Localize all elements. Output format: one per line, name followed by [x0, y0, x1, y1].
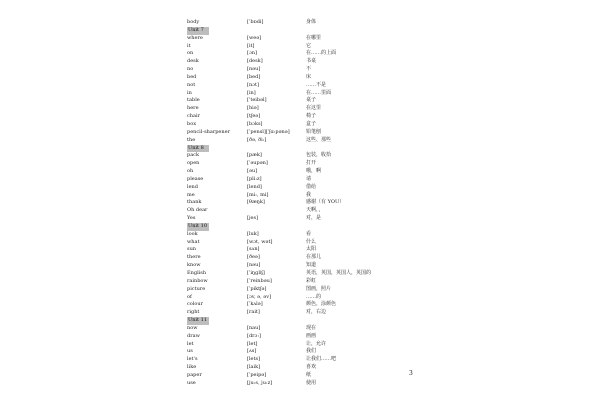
vocab-phonetic: [luk] [247, 230, 259, 237]
vocab-word: here [187, 105, 199, 112]
vocab-word: Yes [187, 215, 196, 222]
page-number: 3 [409, 370, 413, 377]
vocab-meaning: 不 [306, 66, 312, 73]
vocab-word: box [187, 120, 197, 127]
vocab-row [187, 184, 417, 192]
vocab-row [187, 294, 417, 302]
vocab-phonetic: [ɔn] [247, 50, 257, 57]
vocab-row [187, 176, 417, 184]
vocab-row [187, 74, 417, 82]
vocab-word: chair [187, 113, 200, 120]
vocab-phonetic: [ˈpiktʃə] [247, 285, 267, 292]
vocab-row [187, 199, 417, 207]
vocab-row [187, 66, 417, 74]
vocab-phonetic: [wɔt, wət] [247, 238, 273, 245]
vocab-row [187, 192, 417, 200]
vocab-word: right [187, 309, 200, 316]
vocab-phonetic [247, 27, 306, 35]
vocab-phonetic: [ˈiŋgliʃ] [247, 270, 265, 276]
vocab-row [187, 239, 417, 247]
vocab-phonetic [247, 207, 306, 215]
vocab-phonetic: [weə] [247, 34, 262, 41]
vocab-meaning: 看 [306, 230, 312, 237]
vocab-phonetic: [θæŋk] [247, 199, 265, 206]
vocab-row [187, 309, 417, 317]
vocab-row [187, 152, 417, 160]
vocab-meaning: 哦，啊 [306, 168, 322, 175]
vocab-phonetic: [ˈpeipə] [247, 371, 267, 378]
vocab-meaning: 感谢（有 YOU） [306, 199, 345, 206]
vocab-row [187, 129, 417, 137]
vocab-phonetic: [ðeə] [247, 254, 260, 261]
vocab-word: what [187, 238, 200, 245]
vocab-word: of [187, 293, 192, 300]
vocab-meaning: 对，是 [306, 215, 322, 222]
vocab-meaning [306, 27, 416, 35]
vocab-meaning: 图画，照片 [306, 285, 332, 292]
vocab-meaning: 我 [306, 191, 312, 198]
vocab-row [187, 333, 417, 341]
vocab-word: the [187, 136, 196, 143]
vocab-meaning: 对，右边 [306, 309, 327, 316]
vocab-meaning: 颜色，涂颜色 [306, 301, 337, 308]
vocab-meaning: 包装，收拾 [306, 152, 332, 159]
vocab-phonetic: [sʌn] [247, 246, 260, 253]
vocab-word: bed [187, 73, 197, 80]
vocab-phonetic: [ɔv, ə, əv] [247, 293, 272, 300]
vocab-phonetic: [hiə] [247, 105, 259, 112]
vocab-row [187, 325, 417, 333]
vocab-phonetic: [nəu] [247, 66, 261, 73]
vocab-word: please [187, 175, 204, 182]
vocab-phonetic: [ðə, ði:] [247, 136, 267, 143]
vocab-phonetic [247, 223, 306, 231]
vocab-word: Oh dear [187, 207, 208, 214]
vocab-phonetic: [ˈteibəl] [247, 97, 267, 104]
vocab-word: know [187, 262, 201, 269]
vocab-phonetic: [nəu] [247, 262, 261, 269]
vocab-meaning: 铅笔刨 [306, 128, 322, 135]
vocab-word: pencil-sharpener [187, 128, 230, 135]
vocab-row [187, 121, 417, 129]
unit-label: Unit 8 [187, 145, 209, 153]
vocab-word: sun [187, 246, 197, 253]
vocab-phonetic: [ju:s, ju:z] [247, 379, 273, 386]
vocab-meaning: 在……的上面 [306, 50, 337, 57]
vocab-meaning: 在那儿 [306, 254, 322, 261]
vocab-phonetic: [bed] [247, 73, 261, 80]
vocab-meaning: 它 [306, 42, 312, 49]
vocab-row [187, 113, 417, 121]
vocab-row [187, 43, 417, 51]
vocab-word: draw [187, 332, 200, 339]
vocab-phonetic [247, 145, 306, 153]
vocab-word: us [187, 348, 193, 355]
vocab-phonetic: [tʃeə] [247, 113, 261, 120]
vocab-word: lend [187, 183, 198, 190]
vocab-phonetic: [pæk] [247, 152, 262, 159]
vocab-row [187, 58, 417, 66]
vocab-row [187, 348, 417, 356]
vocab-phonetic: [ˈəupən] [247, 160, 268, 167]
vocabulary-list [187, 19, 417, 388]
vocab-row [187, 341, 417, 349]
vocab-word: paper [187, 371, 202, 378]
vocab-word: on [187, 50, 194, 57]
vocab-meaning: 身体 [306, 19, 317, 25]
vocab-row [187, 270, 417, 278]
vocab-meaning [306, 223, 416, 231]
unit-heading [187, 317, 417, 325]
vocab-word: let's [187, 356, 198, 363]
vocab-row [187, 278, 417, 286]
vocab-word: now [187, 324, 198, 331]
vocab-meaning: 在哪里 [306, 34, 322, 41]
vocab-meaning: 盒子 [306, 120, 317, 127]
vocab-word: me [187, 191, 195, 198]
unit-label: Unit 11 [188, 317, 207, 324]
vocab-phonetic: [ʌs] [247, 348, 257, 355]
vocab-phonetic: [lend] [247, 183, 262, 190]
vocab-word: in [187, 89, 192, 96]
vocab-meaning: 太阳 [306, 246, 317, 253]
vocab-meaning: ……不是 [306, 81, 327, 88]
vocab-phonetic [247, 317, 306, 325]
vocab-meaning: 让我们……吧 [306, 356, 337, 363]
vocab-row [187, 372, 417, 380]
vocab-row [187, 137, 417, 145]
vocab-meaning: 彩虹 [306, 277, 317, 284]
vocab-meaning: 在……里面 [306, 89, 332, 96]
vocab-meaning: 什么 [306, 238, 317, 245]
vocab-meaning: 书桌 [306, 58, 317, 65]
vocab-meaning: 让，允许 [306, 340, 327, 347]
vocab-row [187, 254, 417, 262]
vocab-row [187, 286, 417, 294]
vocab-meaning: 在这里 [306, 105, 322, 112]
vocab-word: rainbow [187, 277, 208, 284]
vocab-word: picture [187, 285, 206, 292]
vocab-meaning: 知道 [306, 262, 317, 269]
vocab-row [187, 246, 417, 254]
vocab-phonetic: [in] [247, 89, 256, 96]
unit-heading [187, 27, 417, 35]
vocab-word: let [187, 340, 194, 347]
vocab-word: like [187, 364, 197, 371]
vocab-row [187, 35, 417, 43]
vocab-phonetic: [ˈpensl][ˈʃɑ:pənə] [247, 128, 290, 135]
vocab-phonetic: [pli:z] [247, 175, 262, 182]
vocab-phonetic: [ˈreinbəu] [247, 277, 272, 284]
vocab-phonetic: [ˈkʌlə] [247, 301, 263, 308]
vocab-row [187, 82, 417, 90]
vocab-word: not [187, 81, 196, 88]
vocab-meaning [306, 317, 416, 325]
vocab-row [187, 207, 417, 215]
vocab-word: pack [187, 152, 200, 159]
vocab-phonetic: [laik] [247, 364, 261, 371]
vocab-row [187, 19, 417, 27]
vocab-meaning: 画画 [306, 332, 317, 339]
unit-heading [187, 223, 417, 231]
vocab-word: there [187, 254, 201, 261]
vocab-meaning: ……的 [306, 293, 322, 300]
vocab-word: oh [187, 168, 194, 175]
vocab-word: table [187, 97, 200, 104]
vocab-phonetic: [mi:, mi] [247, 191, 269, 198]
vocab-meaning: 喜欢 [306, 364, 317, 371]
vocab-word: look [187, 230, 198, 237]
unit-heading [187, 145, 417, 153]
vocab-meaning: 椅子 [306, 113, 317, 120]
vocab-meaning: 英语，英国，英国人，英国的 [306, 270, 372, 276]
vocab-phonetic: [let] [247, 340, 258, 347]
vocab-word: body [187, 19, 200, 25]
vocab-row [187, 364, 417, 372]
vocab-row [187, 231, 417, 239]
vocab-meaning: 床 [306, 73, 312, 80]
vocab-phonetic: [desk] [247, 58, 263, 65]
vocab-meaning: 纸 [306, 371, 312, 378]
vocab-row [187, 160, 417, 168]
vocab-row [187, 90, 417, 98]
vocab-row [187, 50, 417, 58]
vocab-phonetic: [rait] [247, 309, 260, 316]
vocab-meaning: 借给 [306, 183, 317, 190]
vocab-row [187, 168, 417, 176]
vocab-row [187, 97, 417, 105]
vocab-meaning: 请 [306, 175, 312, 182]
vocab-word: English [187, 270, 207, 276]
vocab-phonetic: [ˈbɒdi] [247, 19, 264, 25]
vocab-word: desk [187, 58, 199, 65]
vocab-word: thank [187, 199, 202, 206]
vocab-phonetic: [əu] [247, 168, 258, 175]
vocab-phonetic: [bɔks] [247, 120, 263, 127]
vocab-meaning: 现在 [306, 324, 317, 331]
vocab-phonetic: [nɔt] [247, 81, 259, 88]
vocab-word: no [187, 66, 194, 73]
unit-label: Unit 7 [187, 27, 209, 35]
vocab-phonetic: [nau] [247, 324, 261, 331]
vocab-row [187, 262, 417, 270]
vocab-word: where [187, 34, 203, 41]
vocab-meaning: 天啊，， [306, 207, 324, 214]
vocab-phonetic: [drɔ:] [247, 332, 261, 339]
vocab-word: open [187, 160, 200, 167]
vocab-word: use [187, 379, 196, 386]
vocab-meaning: 这些、那些 [306, 136, 332, 143]
vocab-phonetic: [it] [247, 42, 255, 49]
vocab-meaning: 我们 [306, 348, 317, 355]
unit-label: Unit 10 [188, 222, 207, 229]
vocab-word: colour [187, 301, 204, 308]
vocab-meaning: 打开 [306, 160, 317, 167]
vocab-meaning: 使用 [306, 379, 317, 386]
vocab-row [187, 301, 417, 309]
vocab-row [187, 215, 417, 223]
vocab-phonetic: [jes] [247, 215, 258, 222]
vocab-row [187, 105, 417, 113]
vocab-row [187, 380, 417, 388]
vocab-phonetic: [lets] [247, 356, 261, 363]
vocab-word: it [187, 42, 191, 49]
vocab-row [187, 356, 417, 364]
vocab-meaning: 桌子 [306, 97, 317, 104]
